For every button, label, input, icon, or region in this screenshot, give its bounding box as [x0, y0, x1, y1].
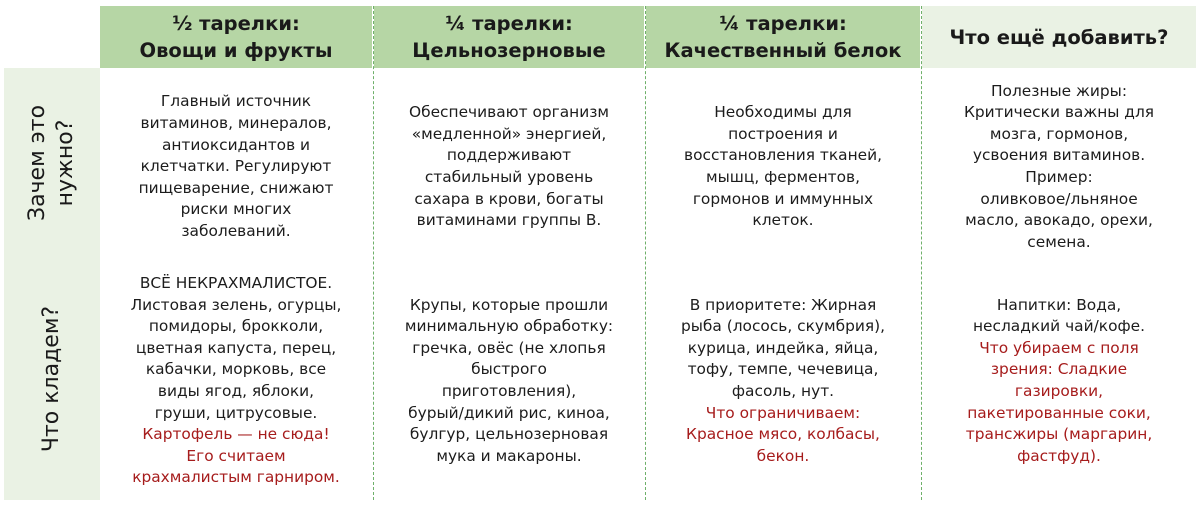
text-line: В приоритете: Жирная: [689, 295, 877, 314]
text-line: «медленной» энергией,: [411, 124, 607, 143]
text-line: фасоль, нут.: [731, 382, 835, 400]
text-line: клеток.: [752, 211, 814, 230]
text-line: Необходимы для: [714, 103, 852, 122]
column-header-vegetables: [100, 6, 372, 68]
text-line: Листовая зелень, огурцы,: [130, 295, 342, 314]
text-line: рыба (лосось, скумбрия),: [680, 317, 886, 336]
text-line: риски многих: [180, 200, 292, 219]
text-line: Пример:: [1025, 168, 1093, 186]
warning-note: пакетированные соки,: [967, 403, 1151, 422]
warning-note: Картофель — не сюда!: [142, 425, 330, 444]
text-line: Критически важны для: [963, 103, 1155, 122]
warning-note: Что ограничиваем:: [705, 403, 861, 422]
column-header-line: Качественный белок: [664, 39, 902, 62]
text-line: стабильный уровень: [424, 168, 594, 186]
cell-what-vegetables: [100, 262, 372, 500]
text-line: семена.: [1027, 232, 1091, 251]
column-header-line: Что ещё добавить?: [949, 25, 1169, 49]
text-line: тофу, темпе, чечевица,: [687, 360, 879, 379]
column-header-line: Цельнозерновые: [412, 39, 606, 62]
text-line: быстрого: [471, 360, 547, 379]
text-line: мука и макароны.: [436, 446, 582, 465]
cell-why-vegetables: [100, 74, 372, 260]
text-line: гречка, овёс (не хлопья: [412, 338, 606, 357]
text-line: кабачки, морковь, все: [145, 360, 327, 379]
text-line: Обеспечивают организм: [408, 103, 610, 122]
row-label-why: [4, 68, 100, 258]
text-line: витаминами группы В.: [416, 211, 602, 230]
cell-what-protein: [646, 262, 920, 500]
text-line: пищеварение, снижают: [138, 178, 334, 197]
text-line: витаминов, минералов,: [140, 114, 332, 133]
warning-note: фастфуд).: [1017, 446, 1101, 465]
row-label-what: [4, 258, 100, 500]
row-label-line: нужно?: [53, 119, 78, 207]
column-header-line: Овощи и фрукты: [139, 39, 333, 62]
warning-note: крахмалистым гарниром.: [132, 468, 340, 487]
text-line: минимальную обработку:: [404, 317, 614, 336]
text-line: восстановления тканей,: [684, 146, 882, 165]
text-line: Полезные жиры:: [990, 81, 1128, 100]
text-line: курица, индейка, яйца,: [687, 338, 879, 357]
text-line: приготовления),: [441, 382, 577, 400]
warning-note: бекон.: [756, 446, 810, 465]
text-line: цветная капуста, перец,: [135, 338, 337, 357]
cell-what-grains: [374, 262, 644, 500]
column-header-grains: [374, 6, 644, 68]
text-line: Главный источник: [160, 92, 312, 111]
column-header-extra: [922, 6, 1196, 68]
row-label-line: Зачем это: [25, 104, 50, 222]
text-line: поддерживают: [446, 146, 572, 165]
text-line: клетчатки. Регулируют: [140, 157, 332, 176]
text-line: булгур, цельнозерновая: [409, 425, 609, 444]
text-line: мышц, ферментов,: [706, 168, 860, 186]
text-line: груши, цитрусовые.: [154, 403, 318, 422]
warning-note: зрения: Сладкие: [990, 360, 1128, 379]
column-header-line: ¼ тарелки:: [719, 12, 847, 35]
column-header-line: ½ тарелки:: [172, 12, 300, 35]
text-line: ВСЁ НЕКРАХМАЛИСТОЕ.: [139, 274, 333, 293]
text-line: масло, авокадо, орехи,: [965, 211, 1153, 230]
text-line: несладкий чай/кофе.: [972, 317, 1146, 336]
text-line: антиоксидантов и: [161, 135, 311, 154]
text-line: оливковое/льняное: [980, 189, 1138, 208]
text-line: бурый/дикий рис, киноа,: [408, 403, 610, 422]
text-line: сахара в крови, богаты: [414, 189, 604, 208]
row-label-line: Что кладем?: [39, 305, 64, 453]
column-header-line: ¼ тарелки:: [445, 12, 573, 35]
cell-why-protein: [646, 74, 920, 260]
text-line: Крупы, которые прошли: [409, 295, 609, 314]
warning-note: Что убираем с поля: [979, 338, 1139, 357]
cell-why-grains: [374, 74, 644, 260]
column-header-protein: [646, 6, 920, 68]
text-line: виды ягод, яблоки,: [157, 382, 315, 400]
text-line: Напитки: Вода,: [996, 295, 1122, 314]
warning-note: трансжиры (маргарин,: [965, 425, 1153, 444]
text-line: мозга, гормонов,: [989, 124, 1129, 143]
cell-what-extra: [922, 262, 1196, 500]
text-line: гормонов и иммунных: [692, 189, 874, 208]
text-line: заболеваний.: [181, 221, 291, 240]
warning-note: газировки,: [1014, 382, 1104, 400]
warning-note: Его считаем: [186, 446, 286, 465]
cell-why-extra: [922, 74, 1196, 260]
text-line: усвоения витаминов.: [972, 146, 1146, 165]
text-line: помидоры, брокколи,: [148, 317, 324, 336]
text-line: построения и: [728, 124, 838, 143]
warning-note: Красное мясо, колбасы,: [686, 425, 880, 444]
